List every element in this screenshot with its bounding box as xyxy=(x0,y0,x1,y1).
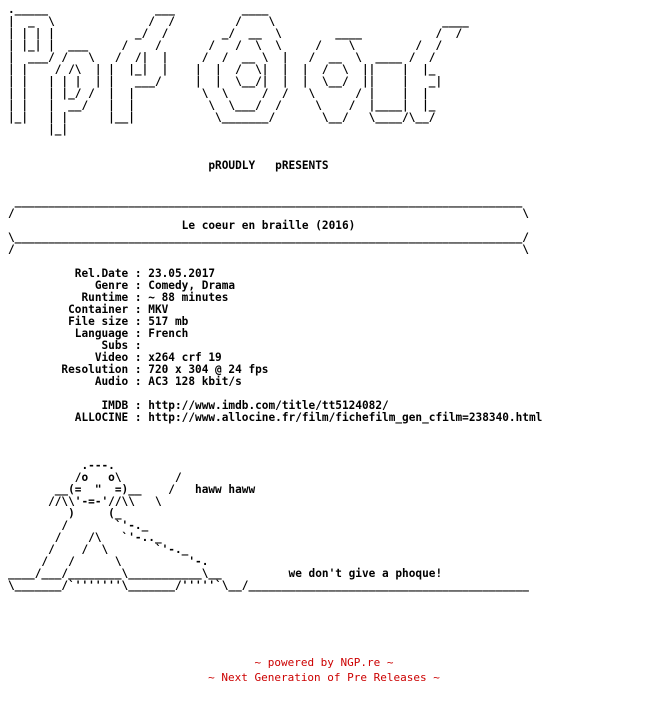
footer-powered-line: ~ powered by NGP.re ~ xyxy=(254,656,394,669)
link-row: IMDB : http://www.imdb.com/title/tt5124082/ xyxy=(8,399,389,412)
info-row: Language : French xyxy=(8,327,189,340)
info-row: Container : MKV xyxy=(8,303,169,316)
info-row: Rel.Date : 23.05.2017 xyxy=(8,267,216,280)
logo-ascii: ._____ ___ ____ | _ \ / / / \ ____ | | | | _/ / _/ __ \ ____ / / | |_| | ___ / / / / \ \ / \ / / | ___/ / \ / /| | / / __ \ | / __ \ ____ / / | | / /\ | | |_| | | | / \| | | / \ || | |_ | | | | | | | ___/ | | \__/| | | \__/ || | _| | | | |_/ / | | \ \ / / \ / | | | | | | __/ | | \ \___/ / \ / |____| |_ |_| | | |__| \_______/ \__/ \____/\__/ |_| xyxy=(8,3,469,136)
title-box-upper: / \ xyxy=(8,207,529,220)
info-row: Resolution : 720 x 304 @ 24 fps xyxy=(8,363,269,376)
seal-ascii: .---. /o o\ / __(= " =)__ / haww haww //\\'-=-'//\\ \ ) (_ / `'-._ / /\ `'-.._ / / \ `'-._ / / \ '-. ____/___/________\___________\__ we don't give a phoque! \_______/`'''''''\_______/'''''`\__/__________________________________________ xyxy=(8,459,529,592)
link-row: ALLOCINE : http://www.allocine.fr/film/fichefilm_gen_cfilm=238340.html xyxy=(8,411,543,424)
nfo-ascii-art xyxy=(8,4,542,592)
title-box-bottom: \____________________________________________________________________________/ xyxy=(8,231,529,244)
powered-by-text: powered by NGP.re xyxy=(267,656,381,669)
info-row: Subs : xyxy=(8,339,149,352)
title-box-under: / \ xyxy=(8,243,529,256)
info-row: File size : 517 mb xyxy=(8,315,189,328)
release-title: Le coeur en braille (2016) xyxy=(8,219,356,232)
proudly-presents: pROUDLY pRESENTS xyxy=(8,159,329,172)
info-row: Genre : Comedy, Drama xyxy=(8,279,236,292)
footer-tagline: ~ Next Generation of Pre Releases ~ xyxy=(208,671,440,684)
tagline-text: Next Generation of Pre Releases xyxy=(221,671,427,684)
info-row: Runtime : ~ 88 minutes xyxy=(8,291,229,304)
title-box-top: ____________________________________________________________________________ xyxy=(8,195,523,208)
info-row: Audio : AC3 128 kbit/s xyxy=(8,375,242,388)
info-row: Video : x264 crf 19 xyxy=(8,351,222,364)
footer xyxy=(0,655,648,685)
